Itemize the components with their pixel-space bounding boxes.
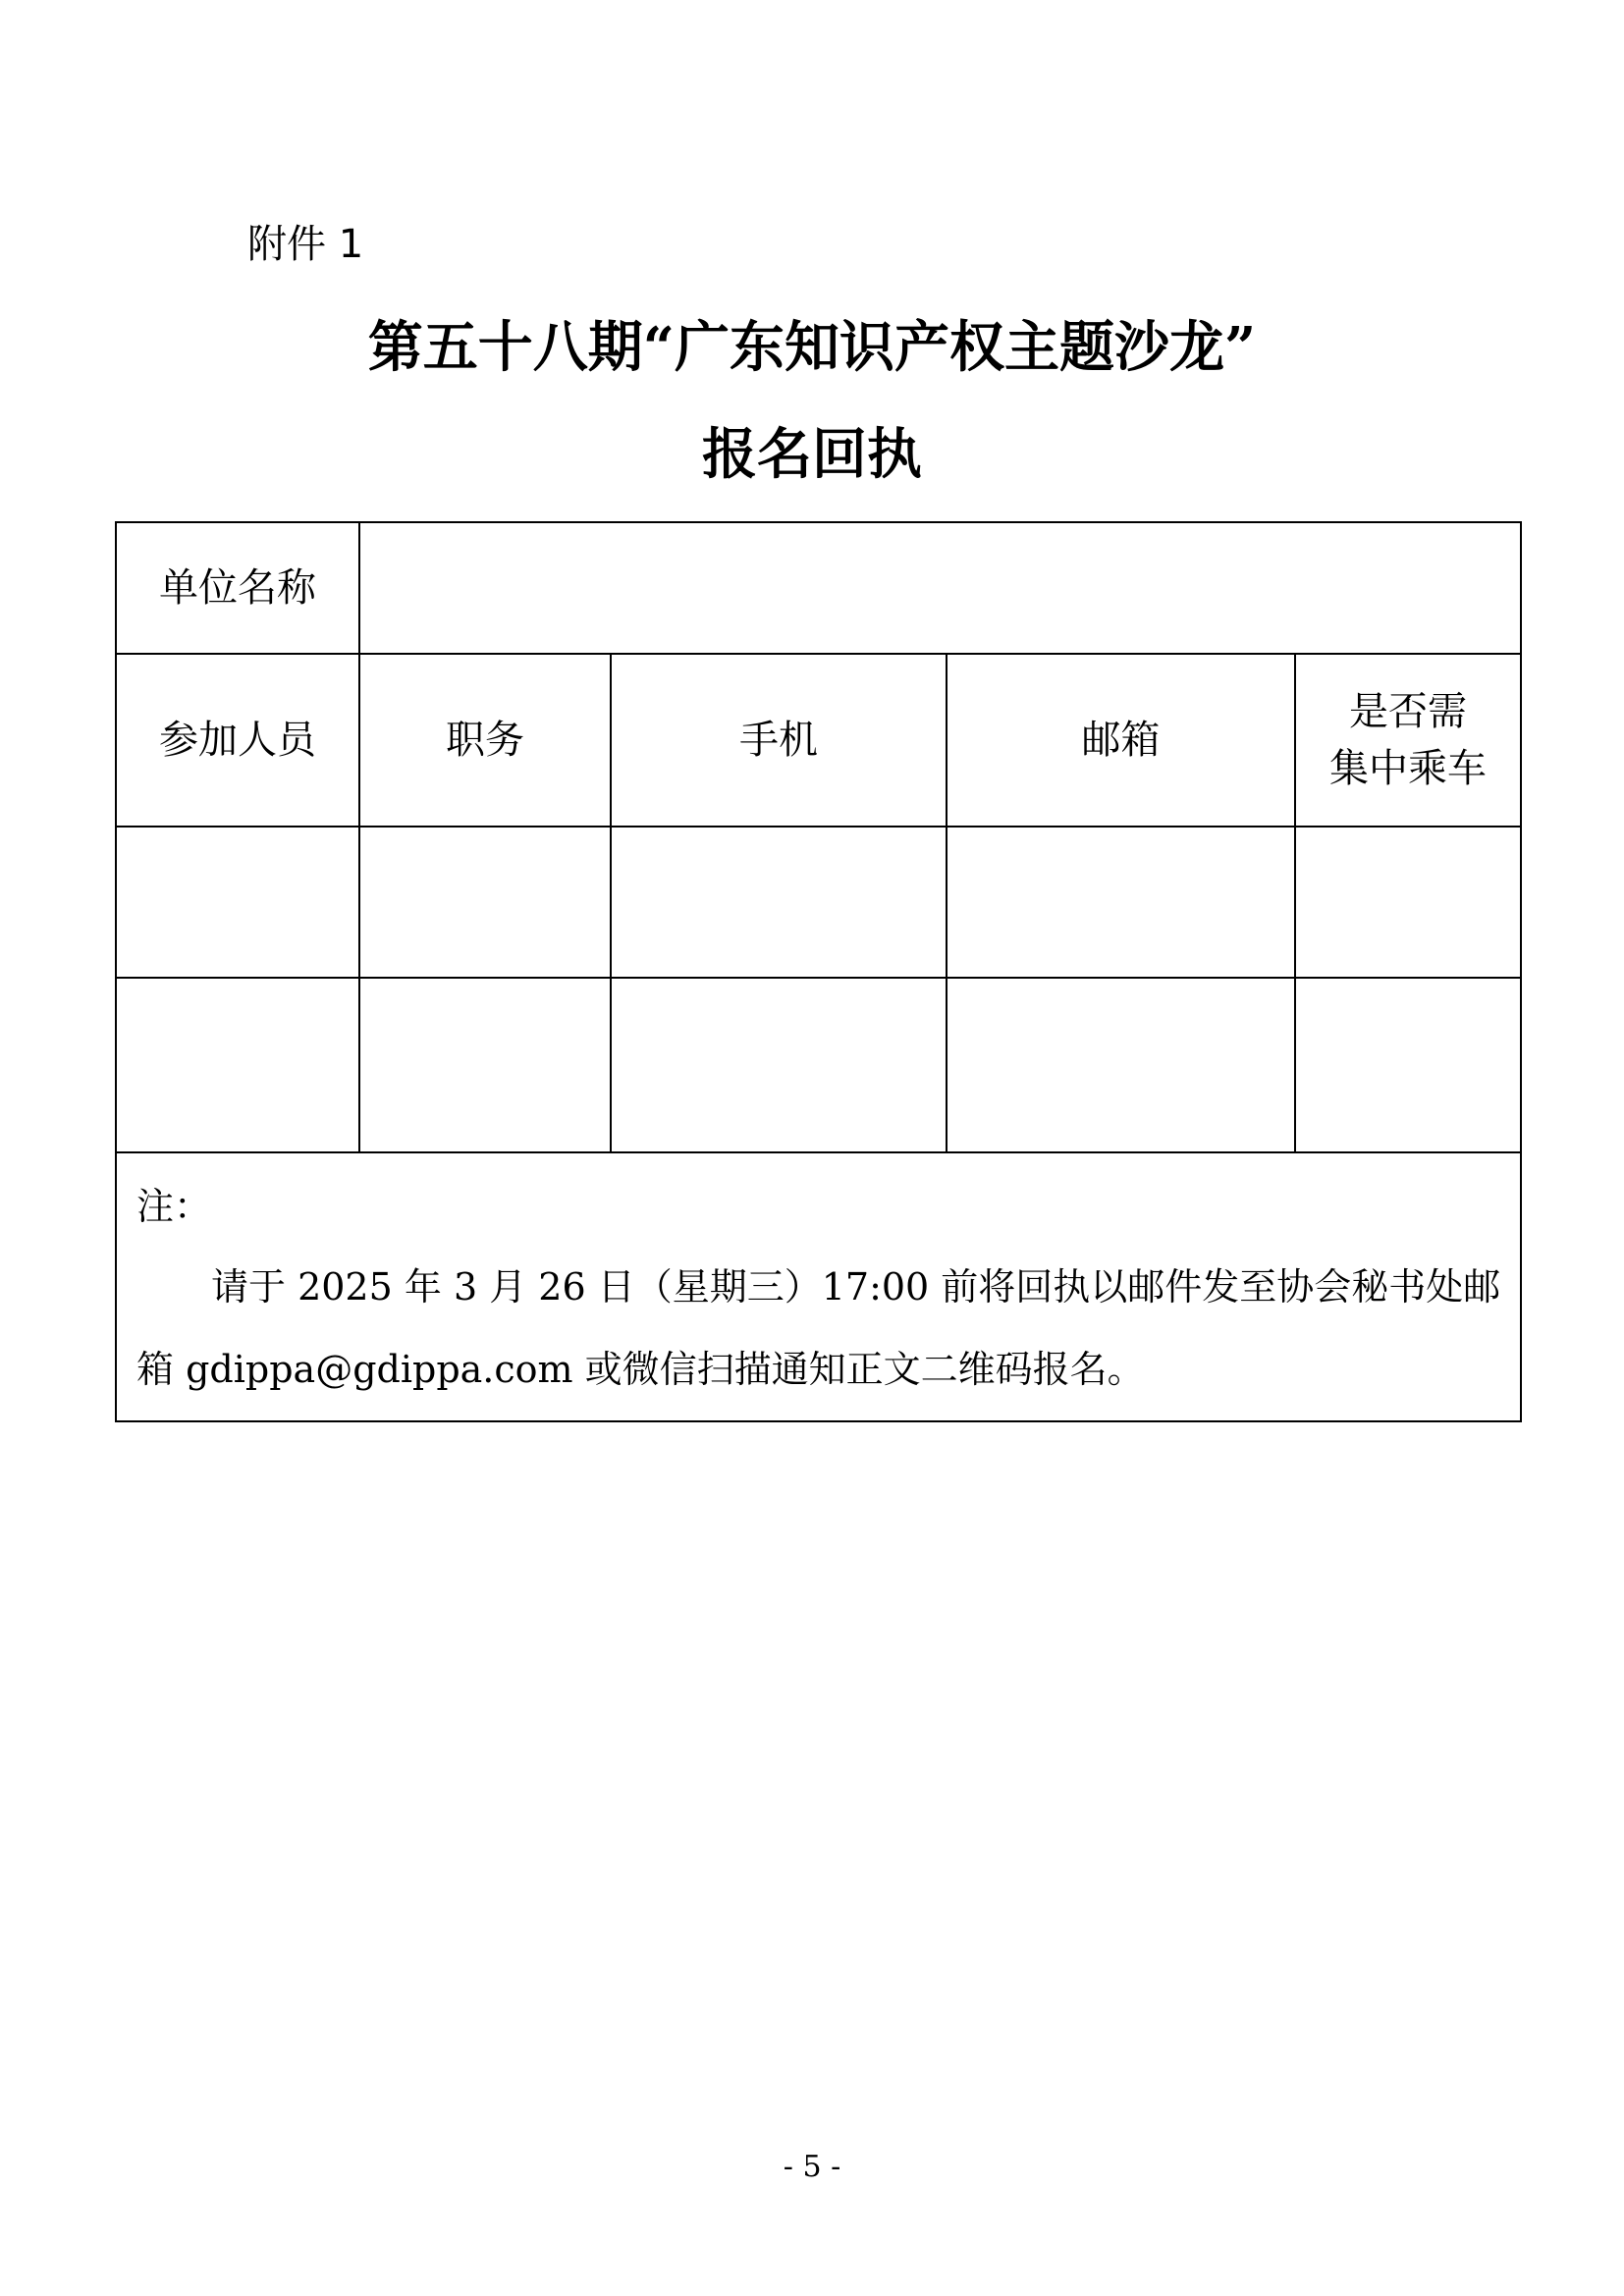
unit-name-row	[116, 522, 1521, 654]
participant-field[interactable]	[116, 827, 359, 978]
table-row	[116, 827, 1521, 978]
note-text: 请于 2025 年 3 月 26 日（星期三）17:00 前将回执以邮件发至协会秘书处邮箱 gdippa@gdippa.com 或微信扫描通知正文二维码报名。	[136, 1265, 1501, 1391]
unit-name-field[interactable]	[359, 522, 1521, 654]
header-shuttle	[1295, 654, 1521, 827]
header-position: 职务	[359, 654, 611, 827]
position-field[interactable]	[359, 827, 611, 978]
table-row	[116, 978, 1521, 1152]
note-row	[116, 1152, 1521, 1421]
phone-field[interactable]	[611, 827, 947, 978]
position-field[interactable]	[359, 978, 611, 1152]
header-phone: 手机	[611, 654, 947, 827]
phone-field[interactable]	[611, 978, 947, 1152]
registration-form-table	[115, 521, 1522, 1422]
title-line-1: 第五十八期“广东知识产权主题沙龙”	[367, 315, 1257, 380]
header-row	[116, 654, 1521, 827]
title-line-2: 报名回执	[702, 422, 922, 487]
shuttle-field[interactable]	[1295, 827, 1521, 978]
header-email: 邮箱	[947, 654, 1295, 827]
note-cell	[116, 1152, 1521, 1421]
unit-name-label: 单位名称	[116, 522, 359, 654]
email-field[interactable]	[947, 827, 1295, 978]
header-shuttle-line-1: 是否需	[1349, 689, 1467, 734]
header-shuttle-line-2: 集中乘车	[1329, 746, 1487, 791]
shuttle-field[interactable]	[1295, 978, 1521, 1152]
attachment-label: 附件 1	[247, 222, 364, 267]
page-number: - 5 -	[783, 2150, 841, 2184]
participant-field[interactable]	[116, 978, 359, 1152]
email-field[interactable]	[947, 978, 1295, 1152]
header-participant: 参加人员	[116, 654, 359, 827]
note-label: 注：	[136, 1185, 212, 1228]
